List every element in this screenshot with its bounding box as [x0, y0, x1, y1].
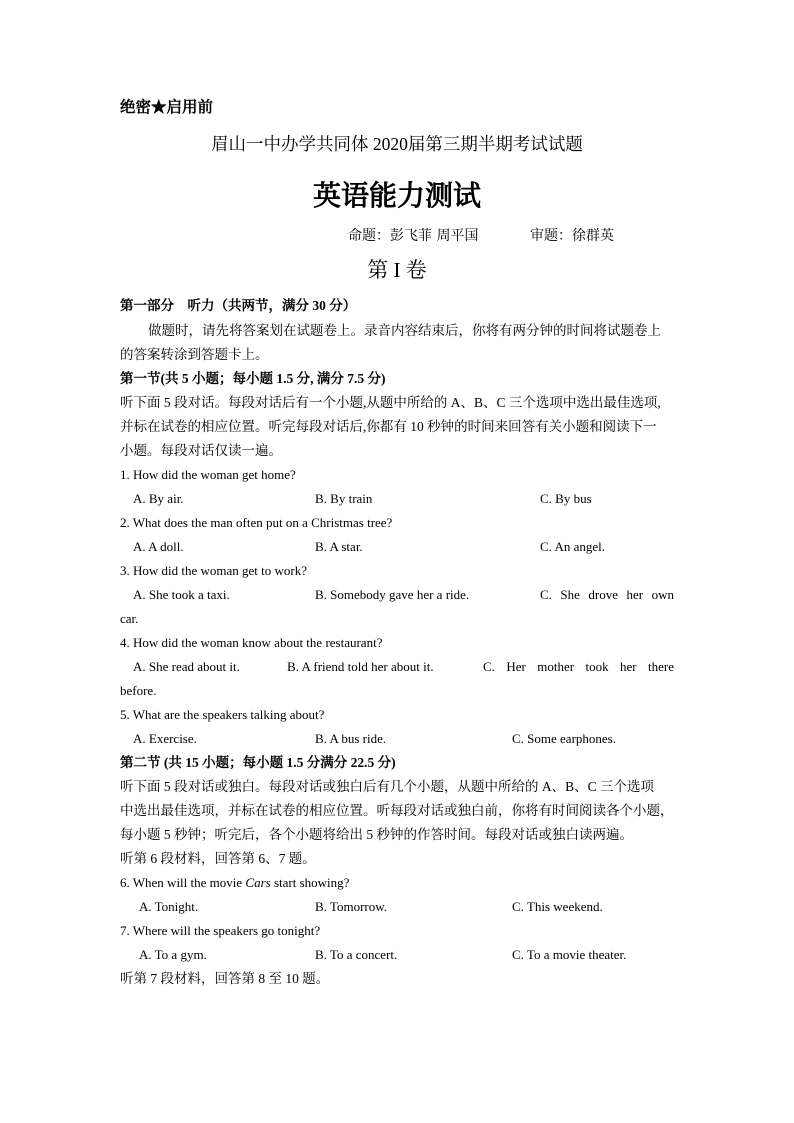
- part1-intro-line2: 的答案转涂到答题卡上。: [120, 347, 269, 362]
- question-1: 1. How did the woman get home?: [120, 467, 296, 482]
- question-5: 5. What are the speakers talking about?: [120, 707, 325, 722]
- question-6-option-b: B. Tomorrow.: [315, 899, 388, 914]
- question-4-option-c: [483, 658, 674, 676]
- confidential-label: 绝密★启用前: [120, 99, 214, 116]
- section1-instructions-line1: 听下面 5 段对话。每段对话后有一个小题,从题中所给的 A、B、C 三个选项中选出最佳选项,: [120, 395, 661, 410]
- question-3-option-b: B. Somebody gave her a ride.: [315, 587, 470, 602]
- question-7: 7. Where will the speakers go tonight?: [120, 923, 321, 938]
- question-6-prefix: 6. When will the movie: [120, 875, 246, 890]
- question-6-option-c: C. This weekend.: [512, 899, 603, 914]
- material-7-instruction: 听第 7 段材料，回答第 8 至 10 题。: [120, 971, 330, 986]
- section2-heading: 第二节 (共 15 小题；每小题 1.5 分满分 22.5 分): [120, 755, 396, 770]
- question-3-option-c-continued: car.: [120, 611, 139, 626]
- question-4-option-c-word: Her: [506, 659, 526, 674]
- section1-instructions-line2: 并标在试卷的相应位置。听完每段对话后,你都有 10 秒钟的时间来回答有关小题和阅读下一: [120, 419, 657, 434]
- question-7-option-c: C. To a movie theater.: [512, 947, 627, 962]
- question-2: 2. What does the man often put on a Christmas tree?: [120, 515, 393, 530]
- question-5-option-b: B. A bus ride.: [315, 731, 387, 746]
- question-4-option-c-word: took: [585, 659, 609, 674]
- question-6-movie-title: Cars: [245, 875, 271, 890]
- question-4-option-b: B. A friend told her about it.: [287, 659, 434, 674]
- question-4-option-c-continued: before.: [120, 683, 157, 698]
- question-3-option-a: A. She took a taxi.: [133, 587, 230, 602]
- question-2-option-a: A. A doll.: [133, 539, 184, 554]
- section2-instructions-line3: 每小题 5 秒钟；听完后，各个小题将给出 5 秒钟的作答时间。每段对话或独白读两遍。: [120, 827, 633, 842]
- volume-title: 第 I 卷: [367, 258, 427, 282]
- section2-instructions-line2: 中选出最佳选项，并标在试卷的相应位置。听每段对话或独白前，你将有时间阅读各个小题，: [120, 803, 674, 818]
- question-3-option-c-word: She: [560, 587, 580, 602]
- question-3-option-c: [540, 586, 674, 604]
- part1-intro-line1: 做题时，请先将答案划在试题卷上。录音内容结束后，你将有两分钟的时间将试题卷上: [148, 323, 661, 338]
- question-4-option-c-word: C.: [483, 659, 495, 674]
- question-7-option-b: B. To a concert.: [315, 947, 398, 962]
- section1-heading: 第一节(共 5 小题；每小题 1.5 分, 满分 7.5 分): [120, 371, 386, 386]
- question-7-option-a: A. To a gym.: [139, 947, 207, 962]
- question-4-option-c-word: there: [648, 659, 674, 674]
- question-1-option-c: C. By bus: [540, 491, 592, 506]
- section2-instructions-line1: 听下面 5 段对话或独白。每段对话或独白后有几个小题，从题中所给的 A、B、C 三个选项: [120, 779, 655, 794]
- question-3-option-c-word: C.: [540, 587, 552, 602]
- question-4-option-a: A. She read about it.: [133, 659, 240, 674]
- authors-label: 命题：彭飞菲 周平国: [348, 228, 479, 244]
- question-1-option-b: B. By train: [315, 491, 373, 506]
- question-4-option-c-word: mother: [537, 659, 575, 674]
- question-3: 3. How did the woman get to work?: [120, 563, 308, 578]
- question-3-option-c-word: own: [651, 587, 674, 602]
- question-3-option-c-word: her: [626, 587, 644, 602]
- question-2-option-c: C. An angel.: [540, 539, 605, 554]
- main-title: 英语能力测试: [312, 181, 481, 212]
- question-5-option-a: A. Exercise.: [133, 731, 197, 746]
- section1-instructions-line3: 小题。每段对话仅读一遍。: [120, 443, 282, 458]
- reviewer-label: 审题：徐群英: [530, 228, 614, 244]
- question-6-suffix: start showing?: [270, 875, 350, 890]
- question-1-option-a: A. By air.: [133, 491, 184, 506]
- question-6: [120, 874, 349, 892]
- school-exam-title: 眉山一中办学共同体 2020届第三期半期考试试题: [211, 134, 583, 154]
- question-2-option-b: B. A star.: [315, 539, 363, 554]
- question-4-option-c-word: her: [620, 659, 637, 674]
- question-3-option-c-word: drove: [588, 587, 618, 602]
- question-6-option-a: A. Tonight.: [139, 899, 199, 914]
- part1-heading: 第一部分 听力（共两节，满分 30 分）: [120, 298, 357, 313]
- material-6-instruction: 听第 6 段材料，回答第 6、7 题。: [120, 851, 316, 866]
- question-4: 4. How did the woman know about the restaurant?: [120, 635, 383, 650]
- question-5-option-c: C. Some earphones.: [512, 731, 616, 746]
